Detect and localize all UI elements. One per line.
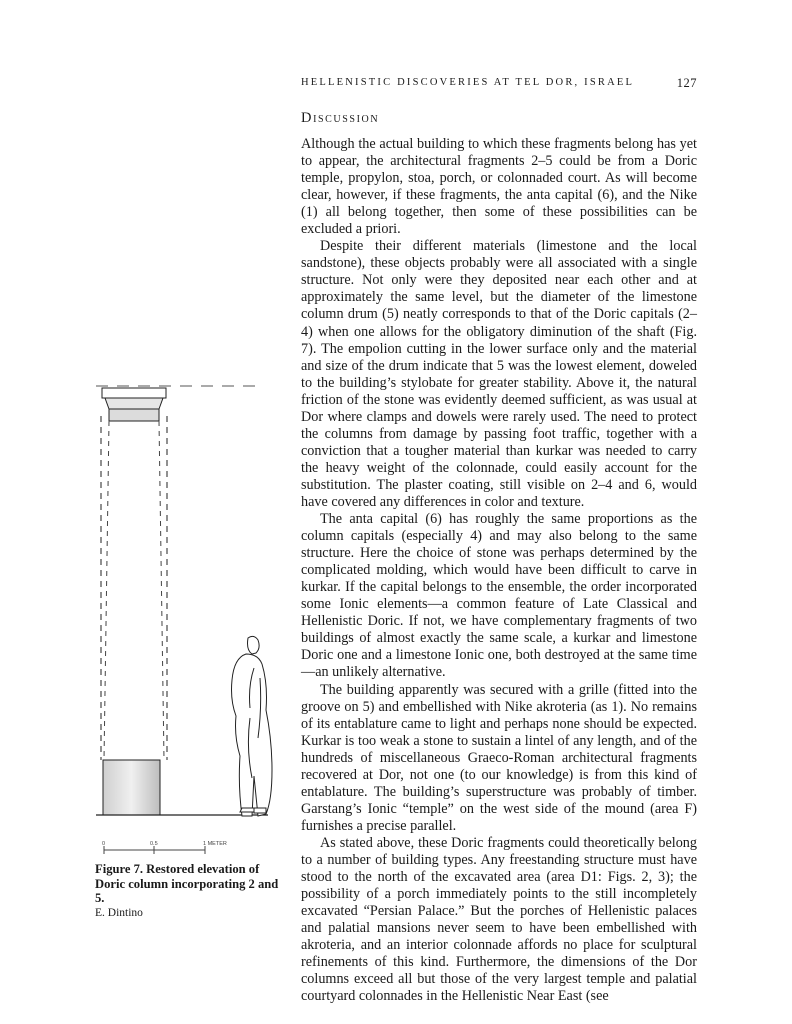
shaft-taper-right (159, 421, 164, 760)
section-heading: Discussion (301, 110, 380, 126)
scale-label-0: 0 (102, 841, 106, 847)
shaft-taper-left (104, 421, 109, 760)
figure-column-elevation (88, 378, 288, 848)
capital-necking (109, 409, 159, 421)
scale-label-half: 0.5 (150, 841, 158, 847)
capital-echinus (105, 398, 163, 409)
figure-caption (95, 862, 290, 920)
page-number: 127 (676, 76, 697, 90)
caption-credit: E. Dintino (95, 906, 143, 919)
human-scale-figure (232, 636, 273, 816)
running-head (301, 77, 697, 93)
caption-title: Figure 7. Restored elevation of Doric column incorporating 2 and 5. (95, 862, 279, 905)
running-title: HELLENISTIC DISCOVERIES AT TEL DOR, ISRAEL (301, 77, 635, 88)
column-drum (103, 760, 160, 815)
paragraph: As stated above, these Doric fragments could theoretically belong to a number of building types. Any freestanding structure must have stood to the north of the excavated area (area D1: Figs. 2, 3); the possibility of a porch immediately points to the still incompletely excavated “Persian Palace.” But the porches of Hellenistic palaces and palatial mansions never seem to have been embellished with akroteria, and an interior colonnade affords no place for sculptural refinements of this kind. Furthermore, the dimensions of the Dor columns exceed all but those of the very largest temple and palatial courtyard colonnades in the Hellenistic Near East (see (301, 834, 697, 1005)
paragraph: Despite their different materials (limestone and the local sandstone), these objects probably were all associated with a single structure. Not only were they deposited near each other and at approximately the same level, but the diameter of the limestone column drum (5) neatly corresponds to that of the Doric capitals (2–4) when one allows for the obligatory diminution of the shaft (Fig. 7). The empolion cutting in the lower surface only and the material and size of the drum indicate that 5 was the lowest element, doweled to the building’s stylobate for greater stability. Above it, the natural friction of the stone was evidently deemed sufficient, as was usual at Dor where clamps and dowels were rarely used. The need to protect the columns from damage by passing foot traffic, together with a conviction that a tougher material than kurkar was needed to carry the heavy weight of the colonnade, could easily account for the substitution. The plaster coating, still visible on 2–4 and 6, would have covered any differences in color and texture. (301, 238, 697, 510)
paragraph: The building apparently was secured with a grille (fitted into the groove on 5) and embellished with Nike akroteria (as 1). No remains of its entablature came to light and perhaps none should be expected. Kurkar is too weak a stone to sustain a lintel of any length, and of the hundreds of miscellaneous Graeco-Roman architectural fragments recovered at Dor, not one (to our knowledge) is from this kind of entablature. The building’s superstructure was probably of timber. Garstang’s Ionic “temple” on the west side of the mound (area F) furnishes a precise parallel. (301, 681, 697, 834)
column-elevation-drawing (88, 378, 288, 848)
paragraph: The anta capital (6) has roughly the same proportions as the column capitals (especially 4) and may also belong to the same structure. Here the choice of stone was perhaps determined by the complicated molding, which would have been difficult to carve in kurkar. If the capital belongs to the ensemble, the order incorporated some Ionic elements—a common feature of Late Classical and Hellenistic Doric. If not, we have complementary fragments of two buildings of almost exactly the same scale, a kurkar and limestone Doric one and a limestone Ionic one, both destroyed at the same time—an unlikely alternative. (301, 511, 697, 681)
body-text (301, 136, 697, 1005)
scale-label-meter: 1 METER (203, 841, 227, 847)
capital-abacus (102, 388, 166, 398)
paragraph: Although the actual building to which these fragments belong has yet to appear, the architectural fragments 2–5 could be from a Doric temple, propylon, stoa, porch, or colonnaded court. As will become clear, however, if these fragments, the anta capital (6), and the Nike (1) all belong together, then some of these possibilities can be excluded a priori. (301, 136, 697, 238)
scale-bar (88, 840, 288, 860)
